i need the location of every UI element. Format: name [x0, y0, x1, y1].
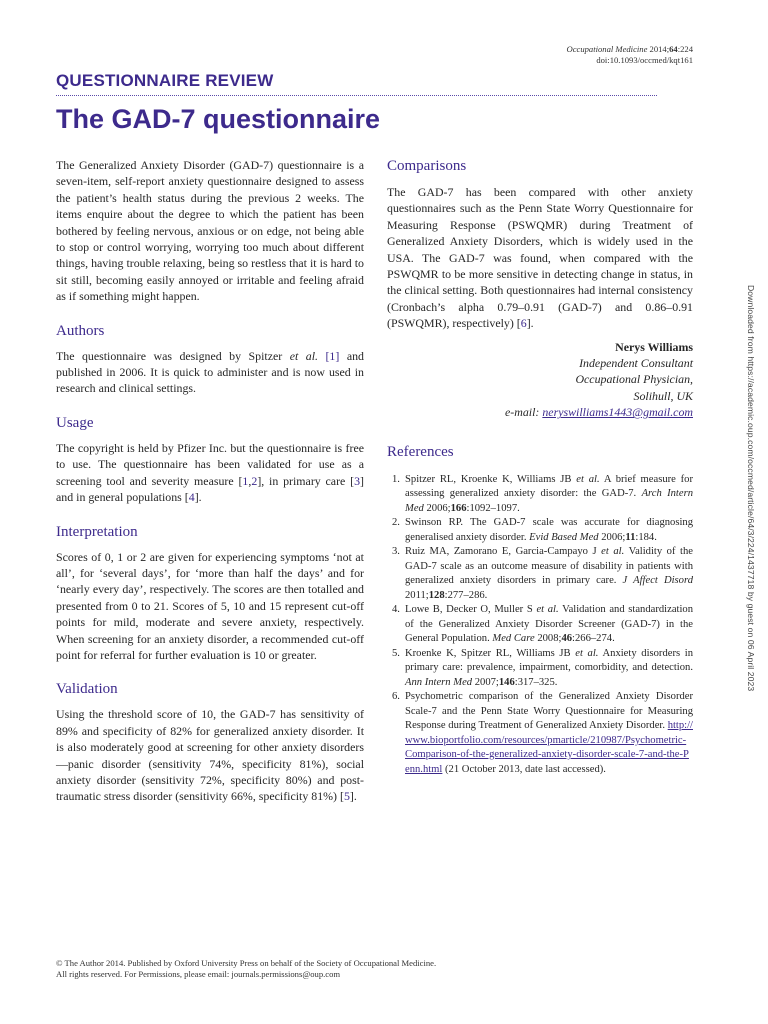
usage-heading: Usage — [56, 414, 94, 431]
page-title: The GAD-7 questionnaire — [56, 104, 381, 134]
reference-item: 4. Lowe B, Decker O, Muller S et al. Validation and standardization of the Generalized Anxiety Disorder Screener (GAD-7) in the General Population. Med Care 2008;46:266–274. — [392, 604, 693, 645]
right-column — [387, 157, 693, 777]
citation-link[interactable]: 3 — [354, 473, 361, 488]
left-column — [56, 157, 364, 805]
section-kicker: QUESTIONNAIRE REVIEW — [56, 71, 274, 90]
author-role: Independent Consultant — [579, 356, 693, 371]
citation-link[interactable]: 4 — [188, 490, 195, 505]
reference-item: 1. Spitzer RL, Kroenke K, Williams JB et al. A brief measure for assessing generalized anxiety disorder: the GAD-7. Arch Intern Med 2006;166:1092–1097. — [392, 473, 694, 514]
validation-paragraph: Using the threshold score of 10, the GAD-7 has sensitivity of 89% and specificity of 82% for generalized anxiety disorder. It is also moderately good at screening for other anxiety disorders—panic disorder (sensitivity 74%, specificity 81%), social anxiety disorder (sensitivity 72%, specificity 80%) and post-traumatic stress disorder (sensitivity 66%, specificity 81%) [5]. — [56, 707, 364, 804]
reference-item: 3. Ruiz MA, Zamorano E, Garcia-Campayo J et al. Validity of the GAD-7 scale as an outcome measure of disability in patients with generalized anxiety disorders in primary care. J Affect Disord 2011;128:277–286. — [392, 546, 693, 601]
email-label: e-mail: — [505, 405, 543, 420]
permissions-line: All rights reserved. For Permissions, please email: journals.permissions@oup.com — [56, 969, 341, 979]
email-link[interactable]: neryswilliams1443@gmail.com — [542, 405, 693, 420]
intro-paragraph: The Generalized Anxiety Disorder (GAD-7) questionnaire is a seven-item, self-report anxiety questionnaire designed to assess the patient’s health status during the previous 2 weeks. The items enquire about the degree to which the patient has been bothered by feeling nervous, anxious or on edge, not being able to stop or control worrying, worrying too much about different things, having trouble relaxing, being so restless that it is hard to sit still, becoming easily annoyed or irritable and feeling afraid as if something might happen. — [56, 158, 364, 304]
doi: doi:10.1093/occmed/kqt161 — [596, 55, 693, 65]
kicker-divider — [56, 95, 657, 96]
authors-paragraph: The questionnaire was designed by Spitzer et al. [1] and published in 2006. It is quick to administer and is now used in research and clinical settings. — [56, 348, 364, 396]
download-watermark: Downloaded from https://academic.oup.com/occmed/article/64/3/224/1437718 by guest on 06 April 2023 — [746, 285, 756, 692]
journal-name: Occupational Medicine — [566, 44, 648, 54]
reference-item: 6. Psychometric comparison of the Generalized Anxiety Disorder Scale-7 and the Penn State Worry Questionnaire for Measuring Response during Treatment of Generalized Anxiety Disorder. http://www.bioportfolio.com/resources/pmarticle/210987/Psychometric-Comparison-of-the-generalized-anxiety-disorder-scale-7-and-the-Penn.html (21 October 2013, date last accessed). — [392, 691, 693, 775]
comparisons-paragraph: The GAD-7 has been compared with other anxiety questionnaires such as the Penn State Worry Questionnaire for Measuring Response (PSWQMR) during Treatment of Generalized Anxiety Disorders, which is widely used in the USA. The GAD-7 was found, when compared with the PSWQMR to be more sensitive in detecting change in status, in the clinical setting. Both questionnaires had internal consistency (Cronbach’s alpha 0.79–0.91 (GAD-7) and 0.86–0.91 (PSWQMR), respectively) [6]. — [387, 185, 693, 331]
author-role: Occupational Physician, — [575, 372, 693, 387]
interpretation-heading: Interpretation — [56, 523, 138, 540]
journal-citation — [393, 44, 693, 66]
usage-paragraph: The copyright is held by Pfizer Inc. but the questionnaire is free to use. The questionnaire has been validated for use as a screening tool and severity measure [1,2], in primary care [3] and in general populations [4]. — [56, 440, 364, 505]
journal-year: 2014; — [647, 44, 670, 54]
citation-link[interactable]: 5 — [343, 789, 350, 804]
citation-link[interactable]: [1] — [325, 348, 340, 363]
reference-item: 5. Kroenke K, Spitzer RL, Williams JB et al. Anxiety disorders in primary care: prevalence, impairment, comorbidity, and detection. Ann Intern Med 2007;146:317–325. — [392, 647, 693, 688]
author-signature — [387, 339, 693, 421]
references-heading: References — [387, 443, 454, 460]
reference-item: 2. Swinson RP. The GAD-7 scale was accurate for diagnosing generalised anxiety disorder. Evid Based Med 2006;11:184. — [392, 517, 693, 543]
journal-page: :224 — [677, 44, 693, 54]
copyright-footer — [56, 958, 436, 980]
author-location: Solihull, UK — [633, 388, 693, 403]
validation-heading: Validation — [56, 681, 118, 698]
interpretation-paragraph: Scores of 0, 1 or 2 are given for experiencing symptoms ‘not at all’, for ‘several days’, for ‘more than half the days’ and for ‘nearly every day’, respectively. The scores are then totalled and presented from 0 to 21. Scores of 5, 10 and 15 represent cut-off points for mild, moderate and severe anxiety, respectively. When screening for an anxiety disorder, a recommended cut-off point for referral for further evaluation is 10 or greater. — [56, 549, 364, 662]
author-name: Nerys Williams — [615, 339, 693, 354]
citation-link[interactable]: 2 — [251, 473, 258, 488]
authors-heading: Authors — [56, 322, 105, 339]
copyright-line: © The Author 2014. Published by Oxford University Press on behalf of the Society of Occupational Medicine. — [56, 958, 437, 968]
citation-link[interactable]: 1 — [242, 473, 249, 488]
reference-url-link[interactable]: http://www.bioportfolio.com/resources/pmarticle/210987/Psychometric-Comparison-of-the-generalized-anxiety-disorder-scale-7-and-the-Penn.html — [405, 720, 693, 775]
comparisons-heading: Comparisons — [387, 158, 467, 174]
reference-list — [387, 473, 693, 778]
journal-volume: 64 — [669, 44, 678, 54]
citation-link[interactable]: 6 — [520, 316, 527, 331]
